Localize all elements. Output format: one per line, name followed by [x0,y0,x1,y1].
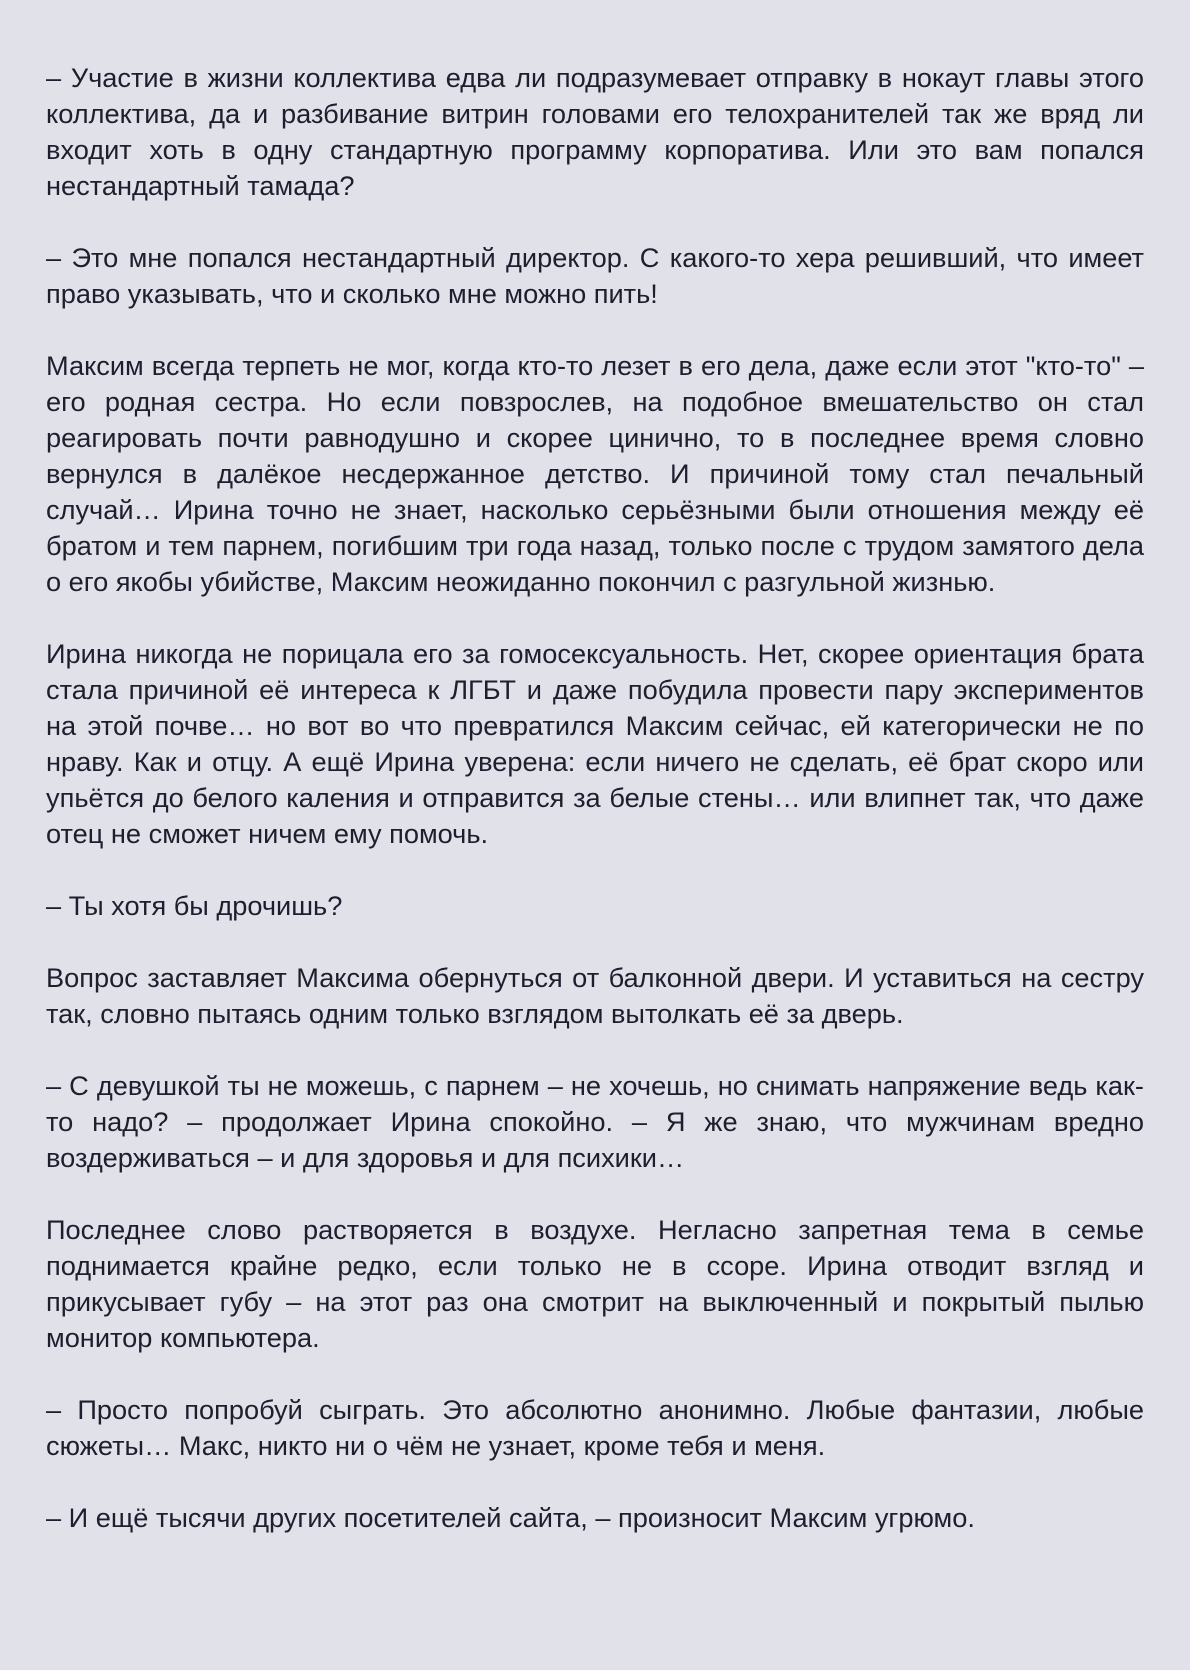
paragraph-3: Максим всегда терпеть не мог, когда кто-то лезет в его дела, даже если этот "кто-то" – его родная сестра. Но если повзрослев, на подобное вмешательство он стал реагировать почти равнодушно и скорее цинично, то в последнее время словно вернулся в далёкое несдержанное детство. И причиной тому стал печальный случай… Ирина точно не знает, насколько серьёзными были отношения между её братом и тем парнем, погибшим три года назад, только после с трудом замятого дела о его якобы убийстве, Максим неожиданно покончил с разгульной жизнью. [46,350,1144,597]
paragraph-1: – Участие в жизни коллектива едва ли подразумевает отправку в нокаут главы этого коллектива, да и разбивание витрин головами его телохранителей так же вряд ли входит хоть в одну стандартную программу корпоратива. Или это вам попался нестандартный тамада? [46,62,1144,201]
paragraph-2: – Это мне попался нестандартный директор. С какого-то хера решивший, что имеет право указывать, что и сколько мне можно пить! [46,242,1144,309]
paragraph-7: – С девушкой ты не можешь, с парнем – не хочешь, но снимать напряжение ведь как-то надо? – продолжает Ирина спокойно. – Я же знаю, что мужчинам вредно воздерживаться – и для здоровья и для психики… [46,1070,1144,1173]
paragraph-4: Ирина никогда не порицала его за гомосексуальность. Нет, скорее ориентация брата стала причиной её интереса к ЛГБТ и даже побудила провести пару экспериментов на этой почве… но вот во что превратился Максим сейчас, ей категорически не по нраву. Как и отцу. А ещё Ирина уверена: если ничего не сделать, её брат скоро или упьётся до белого каления и отправится за белые стены… или влипнет так, что даже отец не сможет ничем ему помочь. [46,638,1144,849]
paragraph-9: – Просто попробуй сыграть. Это абсолютно анонимно. Любые фантазии, любые сюжеты… Макс, никто ни о чём не узнает, кроме тебя и меня. [46,1394,1144,1461]
paragraph-6: Вопрос заставляет Максима обернуться от балконной двери. И уставиться на сестру так, словно пытаясь одним только взглядом вытолкать её за дверь. [46,962,1144,1029]
paragraph-8: Последнее слово растворяется в воздухе. Негласно запретная тема в семье поднимается крайне редко, если только не в ссоре. Ирина отводит взгляд и прикусывает губу – на этот раз она смотрит на выключенный и покрытый пылью монитор компьютера. [46,1214,1144,1353]
paragraph-10: – И ещё тысячи других посетителей сайта, – произносит Максим угрюмо. [46,1502,975,1533]
paragraph-5: – Ты хотя бы дрочишь? [46,890,343,921]
